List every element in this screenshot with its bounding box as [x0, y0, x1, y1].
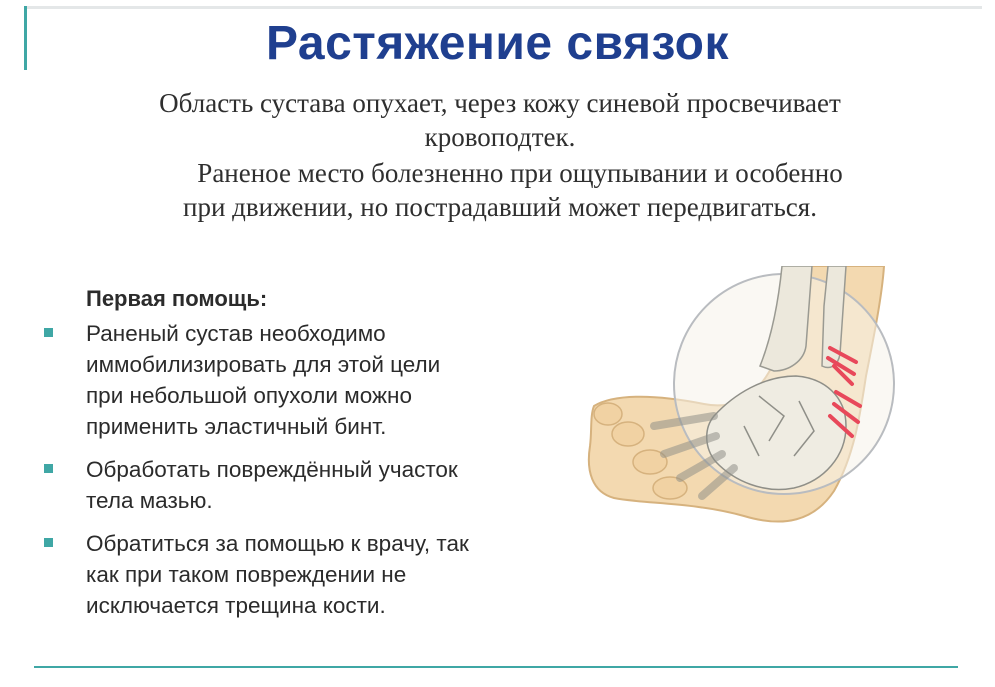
- list-item-line: иммобилизировать для этой цели: [86, 352, 441, 377]
- list-item-line: Обработать повреждённый участок: [86, 457, 458, 482]
- list-item-line: при небольшой опухоли можно: [86, 383, 412, 408]
- top-frame-line: [26, 6, 982, 9]
- ankle-sprain-illustration: [584, 266, 974, 566]
- bullet-square-icon: [44, 464, 53, 473]
- list-item-line: исключается трещина кости.: [86, 593, 386, 618]
- list-item-line: как при таком повреждении не: [86, 562, 407, 587]
- first-aid-heading: Первая помощь:: [86, 286, 268, 311]
- intro-line: Область сустава опухает, через кожу синевой просвечивает: [159, 88, 841, 118]
- intro-line: Раненое место болезненно при ощупывании и особенно: [197, 158, 843, 188]
- bottom-rule: [34, 666, 958, 668]
- toe-shape: [594, 403, 622, 425]
- list-item: [44, 528, 584, 621]
- list-item: [44, 318, 584, 442]
- intro-line: при движении, но пострадавший может передвигаться.: [183, 192, 817, 222]
- bullet-square-icon: [44, 328, 53, 337]
- intro-text: [40, 86, 960, 224]
- intro-paragraph-2: [40, 156, 960, 224]
- intro-paragraph-1: [40, 86, 960, 154]
- list-item-line: Раненый сустав необходимо: [86, 321, 386, 346]
- list-item: [44, 454, 584, 516]
- page-title: Растяжение связок: [266, 17, 729, 70]
- list-item-line: тела мазью.: [86, 488, 213, 513]
- first-aid-list: [44, 318, 584, 633]
- list-item-line: Обратиться за помощью к врачу, так: [86, 531, 469, 556]
- toe-shape: [612, 422, 644, 446]
- list-item-line: применить эластичный бинт.: [86, 414, 387, 439]
- intro-line: кровоподтек.: [424, 122, 576, 152]
- bullet-square-icon: [44, 538, 53, 547]
